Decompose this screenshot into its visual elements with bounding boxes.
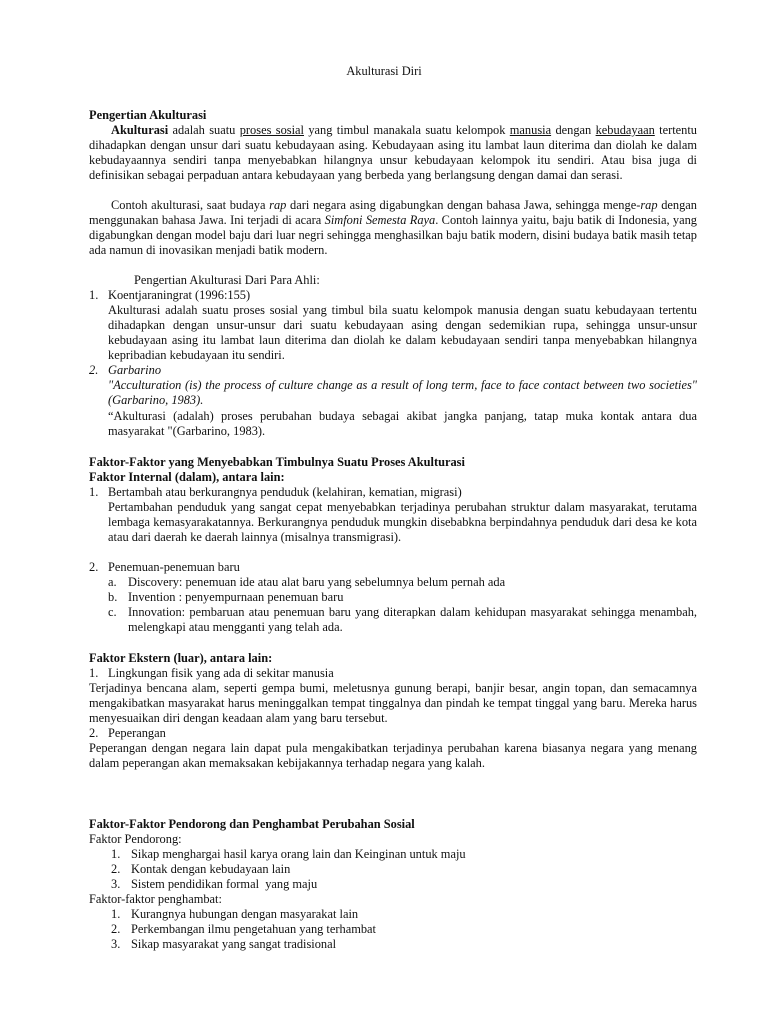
external-item-1-title: 1. Lingkungan fisik yang ada di sekitar manusia — [89, 666, 334, 680]
link-kebudayaan[interactable]: kebudayaan — [595, 123, 655, 137]
sub-item-innovation: c. Innovation: pembaruan atau penemuan baru yang diterapkan dalam kehidupan masyarakat sehingga menambah, melengkapi atau mengganti yang telah ada. — [108, 605, 697, 634]
penghambat-item-3: 3. Sikap masyarakat yang sangat tradisional — [111, 937, 337, 951]
pendorong-heading: Faktor Pendorong: — [89, 832, 182, 846]
external-heading: Faktor Ekstern (luar), antara lain: — [89, 651, 273, 665]
expert-2-name: 2. Garbarino — [89, 363, 162, 377]
internal-heading: Faktor Internal (dalam), antara lain: — [89, 470, 285, 484]
document-title: Akulturasi Diri — [346, 64, 422, 78]
paragraph-definition: Akulturasi adalah suatu proses sosial yang timbul manakala suatu kelompok manusia dengan kebudayaan tertentu dihadapkan dengan unsur dari suatu kebudayaan asing. Kebudayaan asing itu lambat laun diterima dan diolah ke dalam kebudayaannya sendiri tanpa menyebabkan hilangnya unsur kebudayaan kelompok itu sendiri. Atau bisa juga di definisikan sebagai perpaduan antara kebudayaan yang berbeda yang berlangsung dengan damai dan serasi. — [89, 123, 697, 182]
external-item-1-text: Terjadinya bencana alam, seperti gempa bumi, meletusnya gunung berapi, banjir besar, angin topan, dan semacamnya mengakibatkan masyarakat harus meninggalkan tempat tinggalnya dan pindah ke tempat tinggal yang baru. Mereka harus menyesuaikan diri dengan keadaan alam yang baru tersebut. — [89, 681, 697, 725]
sub-item-invention: b. Invention : penyempurnaan penemuan baru — [108, 590, 344, 604]
section-heading-perubahan-sosial: Faktor-Faktor Pendorong dan Penghambat Perubahan Sosial — [89, 817, 415, 831]
link-manusia[interactable]: manusia — [509, 123, 552, 137]
internal-item-1-title: 1. Bertambah atau berkurangnya penduduk (kelahiran, kematian, migrasi) — [89, 485, 462, 499]
internal-item-2-title: 2. Penemuan-penemuan baru — [89, 560, 240, 574]
paragraph-example: Contoh akulturasi, saat budaya rap dari negara asing digabungkan dengan bahasa Jawa, sehingga menge-rap dengan menggunakan bahasa Jawa. Ini terjadi di acara Simfoni Semesta Raya. Contoh lainnya yaitu, baju batik di Indonesia, yang digabungkan dengan model baju dari luar negri sehingga menghasilkan baju batik modern, disini budaya batik masih tetap ada namun di inovasikan menjadi batik modern. — [89, 198, 697, 257]
penghambat-item-1: 1. Kurangnya hubungan dengan masyarakat lain — [111, 907, 359, 921]
pendorong-item-3: 3. Sistem pendidikan formal yang maju — [111, 877, 318, 891]
link-proses-sosial[interactable]: proses sosial — [239, 123, 304, 137]
penghambat-item-2: 2. Perkembangan ilmu pengetahuan yang terhambat — [111, 922, 376, 936]
term-akulturasi: Akulturasi — [111, 123, 169, 137]
pendorong-item-1: 1. Sikap menghargai hasil karya orang lain dan Keinginan untuk maju — [111, 847, 466, 861]
sub-item-discovery: a. Discovery: penemuan ide atau alat baru yang sebelumnya belum pernah ada — [108, 575, 506, 589]
penghambat-heading: Faktor-faktor penghambat: — [89, 892, 222, 906]
internal-item-1-text: Pertambahan penduduk yang sangat cepat menyebabkan terjadinya perubahan struktur dalam masyarakat, terutama lembaga kemasyarakatannya. Berkurangnya penduduk mungkin disebabkna berpindahnya penduduk dari desa ke kota atau dari daerah ke daerah lainnya (misalnya transmigrasi). — [108, 500, 697, 544]
external-item-2-title: 2. Peperangan — [89, 726, 166, 740]
expert-2-translation: “Akulturasi (adalah) proses perubahan budaya sebagai akibat jangka panjang, tatap muka kontak antara dua masyarakat "(Garbarino, 1983). — [108, 409, 697, 438]
expert-1-text: Akulturasi adalah suatu proses sosial yang timbul bila suatu kelompok manusia dengan suatu kebudayaan tertentu dihadapkan dengan unsur-unsur dari suatu kebudayaan asing dengan sedemikian rupa, sehingga unsur-unsur kebudayaan asing itu lambat laun diterima dan diolah ke dalam kebudayaan sendiri tanpa menyebabkan hilangnya kepribadian kebudayaan itu sendiri. — [108, 303, 697, 362]
section-heading-pengertian: Pengertian Akulturasi — [89, 108, 207, 122]
external-item-2-text: Peperangan dengan negara lain dapat pula mengakibatkan terjadinya perubahan karena biasanya negara yang menang dalam peperangan akan memaksakan kebijakannya terhadap negara yang kalah. — [89, 741, 697, 770]
expert-2-quote: "Acculturation (is) the process of culture change as a result of long term, face to face contact between two societies" (Garbarino, 1983). — [108, 378, 697, 407]
section-heading-faktor-akulturasi: Faktor-Faktor yang Menyebabkan Timbulnya Suatu Proses Akulturasi — [89, 455, 465, 469]
experts-heading: Pengertian Akulturasi Dari Para Ahli: — [134, 273, 320, 287]
show-name: Simfoni Semesta Raya — [324, 213, 436, 227]
expert-1-name: 1. Koentjaraningrat (1996:155) — [89, 288, 251, 302]
pendorong-item-2: 2. Kontak dengan kebudayaan lain — [111, 862, 291, 876]
